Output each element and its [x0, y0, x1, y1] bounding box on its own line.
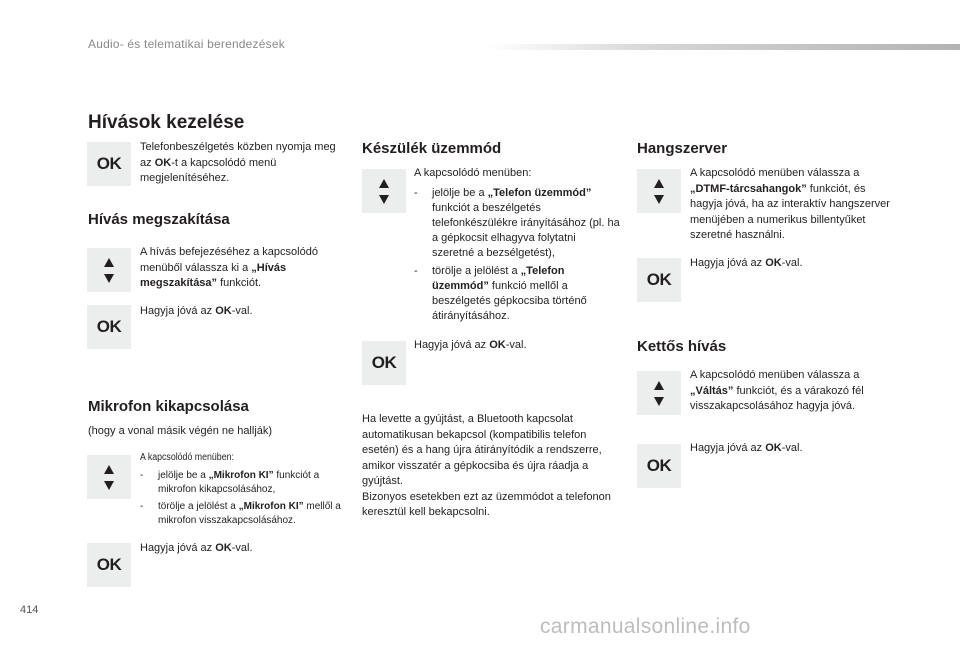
double-call-text: A kapcsolódó menüben válassza a „Váltás” funkciót, és a várakozó fél visszakapcsolásához hagyja jóvá. [690, 369, 864, 412]
ok-button-icon: OK [637, 258, 681, 302]
ok-button-icon: OK [362, 341, 406, 385]
ok-button-icon: OK [87, 543, 131, 587]
up-down-arrows-icon [87, 455, 131, 499]
section-title-device-mode: Készülék üzemmód [362, 140, 502, 157]
up-down-arrows-icon [637, 169, 681, 213]
voice-server-confirm: Hagyja jóvá az OK-val. [690, 257, 803, 269]
list-item: - jelölje be a „Telefon üzemmód” funkciót a beszélgetés telefonkészülékre irányításához (pl. ha a gépkocsit elhagyva folytatni szeretné a bezsélgetést), [414, 186, 620, 261]
up-down-arrows-icon [87, 248, 131, 292]
up-down-arrows-icon [637, 371, 681, 415]
mute-steps [140, 451, 355, 531]
device-mode-steps [414, 166, 620, 327]
section-title-double-call: Kettős hívás [637, 338, 727, 355]
device-mode-note: Ha levette a gyújtást, a Bluetooth kapcsolat automatikusan bekapcsol (kompatibilis telefon esetén) és a hang újra átirányítódik a rendszerre, amikor visszatér a gépkocsiba és újra ráadja a gyújtást. Bizonyos esetekben ezt az üzemmódot a telefonon keresztül kell bekapcsolni. [362, 413, 611, 518]
double-call-confirm: Hagyja jóvá az OK-val. [690, 442, 803, 454]
mute-subtitle: (hogy a vonal másik végén ne hallják) [88, 425, 273, 437]
voice-server-text: A kapcsolódó menüben válassza a „DTMF-tárcsahangok” funkciót, és hagyja jóvá, ha az interaktív hangszerver menüjében a numerikus billentyűket szeretné használni. [690, 167, 890, 241]
header-gradient-bar [488, 44, 960, 50]
list-item: - törölje a jelölést a „Mikrofon KI” mellől a mikrofon visszakapcsolásához. [140, 500, 355, 528]
device-mode-confirm: Hagyja jóvá az OK-val. [414, 339, 527, 351]
running-header: Audio- és telematikai berendezések [88, 37, 285, 51]
list-item: - törölje a jelölést a „Telefon üzemmód” funkció mellől a beszélgetés gépkocsiba történő átirányításához. [414, 264, 620, 324]
device-mode-menu-intro: A kapcsolódó menüben: [414, 167, 532, 179]
hang-up-confirm: Hagyja jóvá az OK-val. [140, 305, 253, 317]
section-title-voice-server: Hangszerver [637, 140, 728, 157]
ok-button-icon: OK [87, 142, 131, 186]
section-title-mute: Mikrofon kikapcsolása [88, 398, 249, 415]
up-down-arrows-icon [362, 169, 406, 213]
watermark: carmanualsonline.info [540, 615, 751, 638]
mute-menu-intro: A kapcsolódó menüben: [140, 452, 234, 463]
ok-button-icon: OK [87, 305, 131, 349]
mute-confirm: Hagyja jóvá az OK-val. [140, 542, 253, 554]
page-number: 414 [20, 604, 39, 616]
section-title-hang-up: Hívás megszakítása [88, 211, 230, 228]
section-title-call-management: Hívások kezelése [88, 112, 245, 133]
hang-up-text: A hívás befejezéséhez a kapcsolódó menüből válassza ki a „Hívás megszakítása” funkciót. [140, 246, 318, 289]
list-item: - jelölje be a „Mikrofon KI” funkciót a mikrofon kikapcsolásához, [140, 469, 355, 497]
call-management-intro: Telefonbeszélgetés közben nyomja meg az OK-t a kapcsolódó menü megjelenítéséhez. [140, 141, 336, 184]
ok-button-icon: OK [637, 444, 681, 488]
